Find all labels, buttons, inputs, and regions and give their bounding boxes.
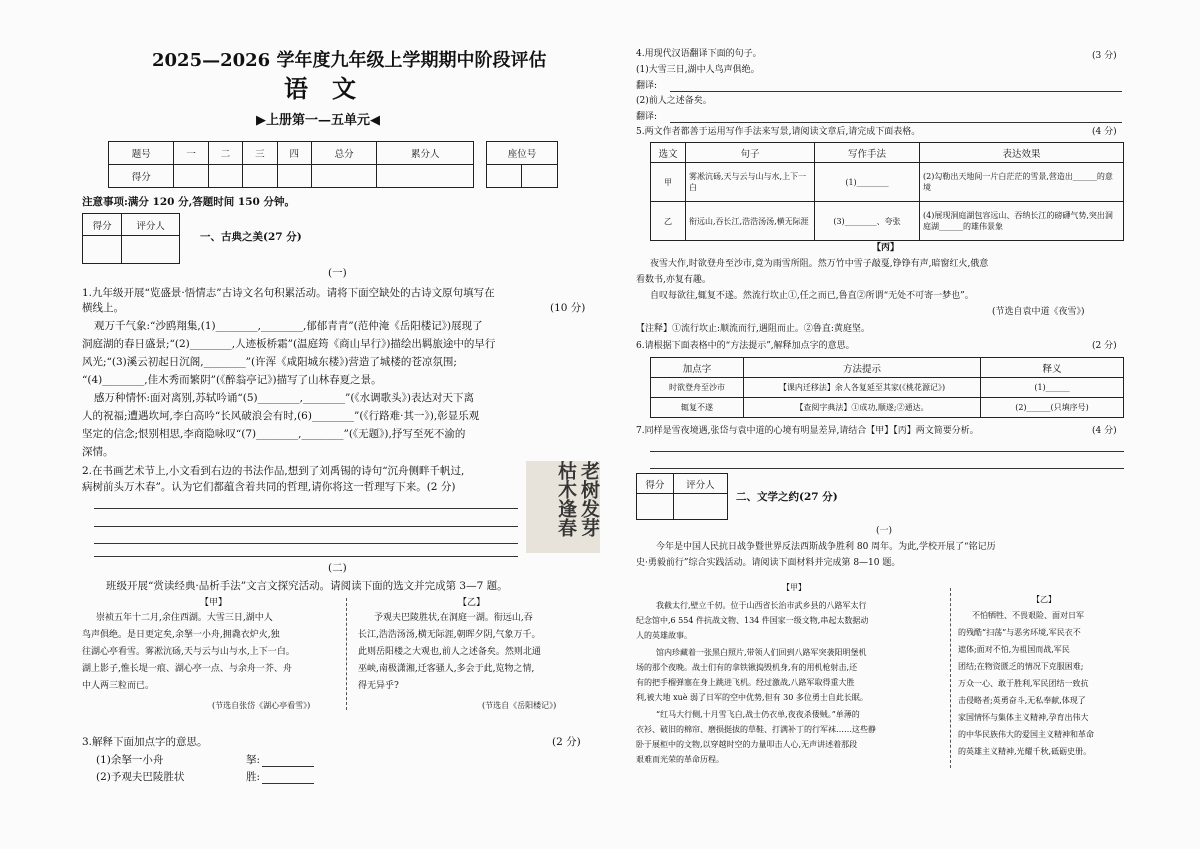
t5-header: 句子 [686,143,815,163]
score-row-label: 得分 [109,165,174,188]
score-col-header: 四 [277,142,311,165]
material-jia-line: 场的那个夜晚。战士们有的拿铁锹捣毁机身,有的用机枪射击,还 [636,663,858,672]
q1-line: 人的祝福;遭遇坎坷,李白高吟“长风破浪会有时,(6)________”(《行路难·其一》),彰显乐观 [82,410,480,422]
score-cell[interactable] [377,165,474,188]
score-col-header: 二 [208,142,242,165]
answer-line[interactable] [94,526,518,527]
q1-line: 深情。 [82,446,114,458]
material-yi-title: 【乙】 [1032,595,1056,604]
grader-box [82,213,180,264]
passage-yi-title: 【乙】 [458,598,486,608]
q1-line: 横线上。 [82,302,124,314]
seat-label: 座位号 [487,142,558,165]
passage-yi-line: 得无异乎? [358,681,399,691]
q3-char: 胜: [246,771,261,783]
t5-cell: 衔远山,吞长江,浩浩汤汤,横无际涯 [686,202,815,241]
material-jia-line: 卧于展柜中的文物,以穿越时空的力量叩击人心,无声讲述着那段 [636,740,858,749]
passage-bing-line: 夜雪大作,时欲登舟至沙市,竟为雨雪所阻。然万竹中雪子敲戛,铮铮有声,暗窗红火,俄意 [650,259,989,269]
q5-text: 5.两文作者都善于运用写作手法来写景,请阅读文章后,请完成下面表格。 [636,127,921,137]
passage-bing-line: 自叹每欲往,辄复不遂。然流行坎止①,任之而已,鲁直②所谓“无处不可寄一梦也”。 [650,291,974,301]
score-cell[interactable] [243,165,277,188]
q3-score: (2 分) [552,736,581,748]
scope-label: ▶上册第一—五单元◀ [256,113,380,128]
score-col-header: 累分人 [377,142,474,165]
q1-line: 坚定的信念;恨别相思,李商隐咏叹“(7)________,________”(《无题》),抒写至死不渝的 [82,428,466,440]
subject-title: 语 文 [284,74,356,103]
score-cell[interactable] [174,165,208,188]
q6-score: (2 分) [1092,341,1117,351]
q1-line: “(4)________,佳木秀而繁阴”(《醉翁亭记》)描写了山林春夏之景。 [82,374,382,386]
t6-blank[interactable]: (1)______ [981,378,1124,398]
q5-score: (4 分) [1092,127,1117,137]
passage-bing-source: (节选自袁中道《夜雪》) [992,307,1085,317]
answer-line[interactable] [94,543,518,544]
material-yi-line: 万众一心、敢于胜利,军民团结一致抗 [958,679,1089,688]
material-jia-line: 人的英雄故事。 [636,631,692,640]
material-jia-line: 利,被大地 xuè 弱了日军的空中优势,但有 30 多位勇士自此长眠。 [636,693,868,702]
passage-yi-line: 予观夫巴陵胜状,在洞庭一湖。衔远山,吞 [374,613,533,623]
right-column [632,0,1132,849]
score-cell[interactable] [208,165,242,188]
seat-cell[interactable] [522,165,558,188]
material-yi-line: 的残酷“扫荡”与恶劣环境,军民衣不 [958,628,1081,637]
intro2-line: 今年是中国人民抗日战争暨世界反法西斯战争胜利 80 周年。为此,学校开展了“铭记历 [656,542,996,552]
section1-title: 一、古典之美(27 分) [200,231,302,243]
passage-yi-line: 此则岳阳楼之大观也,前人之述备矣。然则北通 [358,647,541,657]
t6-header: 方法提示 [744,358,981,378]
reading-intro: 班级开展“赏读经典·品析手法”文言文探究活动。请阅读下面的选文并完成第 3—7 题。 [106,580,508,592]
answer-line[interactable] [650,468,1124,469]
t5-cell: 甲 [651,163,686,202]
answer-line[interactable] [650,451,1124,452]
t6-cell: 辄复不遂 [651,398,744,418]
grader-score-label: 得分 [637,474,674,494]
grader-name-label: 评分人 [122,214,180,236]
answer-line[interactable] [94,508,518,509]
seat-cell[interactable] [487,165,522,188]
grader-score-cell[interactable] [83,236,122,264]
q1-score: (10 分) [550,302,586,314]
q3-text: 3.解释下面加点字的意思。 [82,736,208,748]
passage-jia-title: 【甲】 [200,598,228,608]
passage-bing-line: 看数书,亦复有趣。 [636,275,711,285]
subsection-1: (一) [328,267,347,279]
passage-yi-line: 巫峡,南极潇湘,迁客骚人,多会于此,览物之情, [358,664,535,674]
q1-line: 洞庭湖的春日盛景;“(2)________,人迹板桥霜”(温庭筠《商山早行》)描绘出羁旅途中的早行 [82,338,496,350]
section2-title: 二、文学之约(27 分) [736,491,838,503]
t6-cell: 【课内迁移法】余人各复延至其家(《桃花源记》) [744,378,981,398]
q4-score: (3 分) [1092,51,1117,61]
subsection-3: (一) [876,526,893,536]
t6-cell: 时欲登舟至沙市 [651,378,744,398]
q3-item: (1)余拏一小舟 [96,754,164,766]
material-yi-line: 的英雄主义精神,光耀千秋,砥砺史册。 [958,747,1092,756]
score-col-header: 总分 [311,142,376,165]
calligraphy-column: 老树发芽 [578,461,600,537]
seat-table [486,141,558,188]
q6-text: 6.请根据下面表格中的“方法提示”,解释加点字的意思。 [636,341,855,351]
q2-line: 2.在书画艺术节上,小文看到右边的书法作品,想到了刘禹锡的诗句“沉舟侧畔千帆过, [82,465,465,477]
material-jia-line: 馆内珍藏着一张黑白照片,带领人们回到八路军突袭阳明堡机 [656,648,867,657]
score-cell[interactable] [311,165,376,188]
t5-cell: 乙 [651,202,686,241]
subsection-2: (二) [328,562,347,574]
t6-header: 释义 [981,358,1124,378]
material-jia-line: 艰难而光荣的革命历程。 [636,755,724,764]
calligraphy-image [526,461,600,553]
answer-line[interactable] [94,556,518,557]
q1-line: 感万种情怀:面对离别,苏轼吟诵“(5)________,________”(《水调歌头》)表达对天下离 [94,392,475,404]
t5-header: 选文 [651,143,686,163]
grader-score-cell[interactable] [637,494,674,520]
exam-title: 2025—2026 学年度九年级上学期期中阶段评估 [152,50,547,71]
answer-line[interactable] [670,91,1122,92]
material-jia-title: 【甲】 [782,583,806,592]
t5-blank[interactable]: (2)勾勒出天地间一片白茫茫的雪景,营造出______的意境 [920,163,1124,202]
passage-jia-line: 湖上影子,惟长堤一痕、湖心亭一点、与余舟一芥、舟 [82,664,292,674]
passage-jia-line: 鸟声俱绝。是日更定矣,余拏一小舟,拥毳衣炉火,独 [82,630,280,640]
material-jia-line: 我截太行,壁立千仞。位于山西省长治市武乡县的八路军太行 [656,601,867,610]
material-jia-line: “红马大行侧,十月雪飞白,战士仍衣单,夜夜杀倭贼。”单薄的 [656,710,860,719]
t5-blank[interactable]: (4)展现洞庭湖包容远山、吞纳长江的磅礴气势,突出洞庭湖______的雄伟景象 [920,202,1124,241]
passage-jia-line: 崇祯五年十二月,余住西湖。大雪三日,湖中人 [96,613,273,623]
grader-box [636,473,728,520]
t5-blank[interactable]: (1)________ [815,163,920,202]
passage-jia-line: 中人两三粒而已。 [82,681,155,691]
q1-line: 观万千气象:“沙鸥翔集,(1)________,________,郁郁青青”(范仲淹《岳阳楼记》)展现了 [94,320,483,332]
score-col-header: 题号 [109,142,174,165]
material-yi-line: 击侵略者;英勇奋斗,无私奉献,体现了 [958,696,1086,705]
intro2-line: 史·勇毅前行”综合实践活动。请阅读下面材料并完成第 8—10 题。 [636,558,901,568]
answer-line[interactable] [262,783,314,784]
t6-blank[interactable]: (2)______(只填序号) [981,398,1124,418]
score-cell[interactable] [277,165,311,188]
material-yi-line: 遮体;面对不怕,为祖国而战,军民 [958,645,1070,654]
notice: 注意事项:满分 120 分,答题时间 150 分钟。 [82,196,295,208]
passage-yi-source: (节选自《岳阳楼记》) [482,701,557,710]
translate-label: 翻译: [636,81,658,91]
material-jia-line: 衣衫、破旧的棉帘、磨损挺拔的草鞋、打满补丁的行军袜……这些静 [636,725,876,734]
material-yi-line: 团结;在物资匮乏的情况下克服困难; [958,662,1084,671]
t5-header: 表达效果 [920,143,1124,163]
translate-label: 翻译: [636,112,658,122]
material-jia-line: 纪念馆中,6 554 件抗战文物、134 件国家一级文物,串起太数据动 [636,616,869,625]
material-divider [950,588,951,768]
material-jia-line: 有的把手榴弹塞在身上跳进飞机。经过激战,八路军取得重大胜 [636,678,855,687]
grader-name-cell[interactable] [122,236,180,264]
score-table [108,141,474,188]
left-column [78,0,618,849]
q6-table [650,357,1124,418]
q5-table [650,142,1124,241]
passage-jia-source: (节选自张岱《湖心亭看雪》) [212,701,311,710]
q2-line: 病树前头万木春”。认为它们都蕴含着共同的哲理,请你将这一哲理写下来。(2 分) [82,481,456,493]
q1-line: 风光;“(3)溪云初起日沉阁,________”(许浑《咸阳城东楼》)营造了城楼的苍凉氛围; [82,356,457,368]
t6-cell: 【查阅字典法】①成功,顺遂;②通达。 [744,398,981,418]
q7-text: 7.同样是雪夜境遇,张岱与袁中道的心境有明显差异,请结合【甲】【丙】两文简要分析。 [636,426,979,436]
passage-divider [346,598,347,710]
passage-jia-line: 往湖心亭看雪。雾凇沆砀,天与云与山与水,上下一白。 [82,647,295,657]
grader-name-label: 评分人 [673,474,727,494]
q3-char: 拏: [246,754,261,766]
q4-text: 4.用现代汉语翻译下面的句子。 [636,49,762,59]
passage-yi-line: 长江,浩浩汤汤,横无际涯,朝晖夕阴,气象万千。 [358,630,541,640]
t5-blank[interactable]: (3)________、夸张 [815,202,920,241]
calligraphy-column: 枯木逢春 [555,461,577,537]
q1-line: 1.九年级开展“览盛景·悟情志”古诗文名句积累活动。请将下面空缺处的古诗文原句填写在 [82,287,495,299]
answer-line[interactable] [262,766,314,767]
t6-header: 加点字 [651,358,744,378]
q4-sentence: (1)大雪三日,湖中人鸟声俱绝。 [636,65,760,75]
q4-sentence: (2)前人之述备矣。 [636,96,712,106]
passage-bing-title: 【丙】 [872,243,900,253]
material-yi-line: 家国情怀与集体主义精神,孕育出伟大 [958,713,1089,722]
t5-cell: 雾凇沆砀,天与云与山与水,上下一白 [686,163,815,202]
score-col-header: 一 [174,142,208,165]
answer-line[interactable] [670,122,1122,123]
q3-item: (2)予观夫巴陵胜状 [96,771,185,783]
annotation-note: 【注释】①流行坎止:顺流而行,遇阻而止。②鲁直:黄庭坚。 [636,324,870,334]
grader-name-cell[interactable] [673,494,727,520]
t5-header: 写作手法 [815,143,920,163]
material-yi-line: 不怕牺牲、不畏艰险、面对日军 [972,611,1084,620]
q7-score: (4 分) [1092,426,1117,436]
grader-score-label: 得分 [83,214,122,236]
material-yi-line: 的中华民族伟大的爱国主义精神和革命 [958,730,1094,739]
score-col-header: 三 [243,142,277,165]
